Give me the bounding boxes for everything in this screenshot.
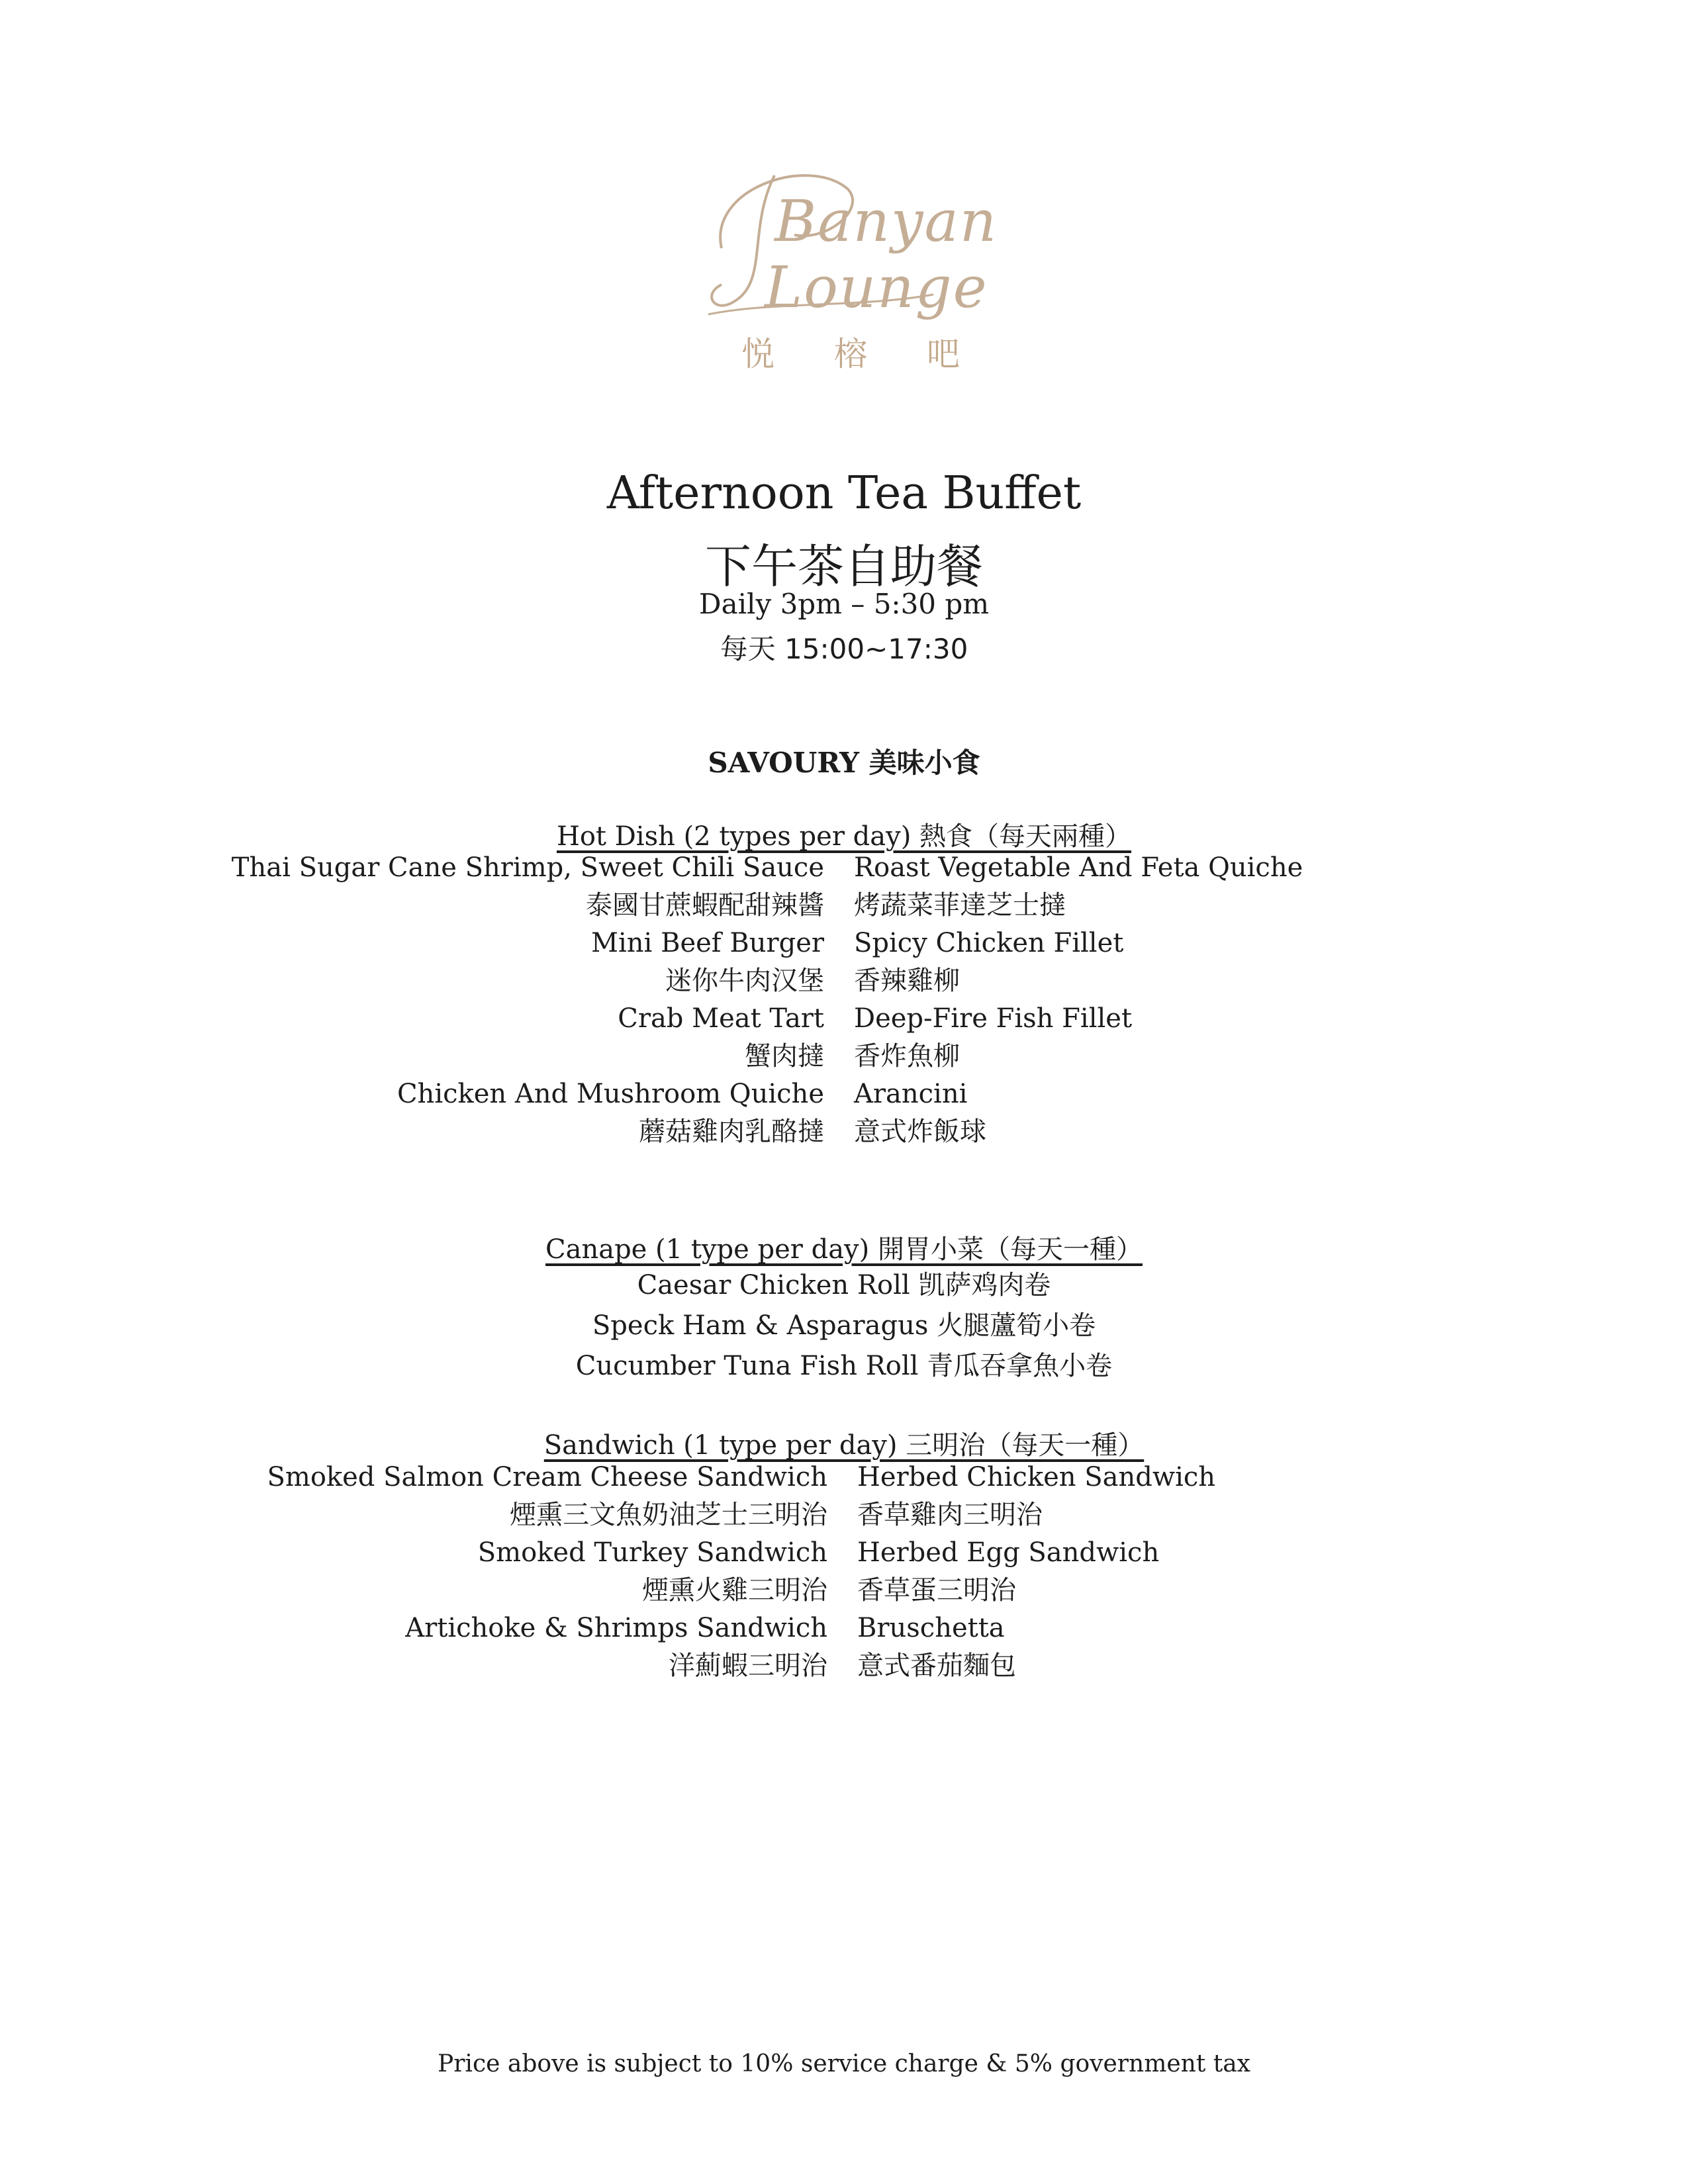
page-title-chinese: 下午茶自助餐	[705, 539, 983, 594]
logo-cn-char: 榕	[834, 335, 867, 373]
hot-dish-heading-text: Hot Dish (2 types per day) 熱食（每天兩種）	[556, 821, 1132, 852]
menu-item: Arancini	[854, 1079, 968, 1109]
menu-item: 香草雞肉三明治	[857, 1500, 1043, 1530]
menu-item: Bruschetta	[857, 1613, 1005, 1643]
menu-item: Thai Sugar Cane Shrimp, Sweet Chili Sauce	[231, 852, 824, 883]
menu-item: 洋薊蝦三明治	[669, 1651, 827, 1681]
page-title: Afternoon Tea Buffet	[606, 467, 1082, 520]
hot-dish-heading	[0, 815, 1688, 853]
menu-item: Speck Ham & Asparagus 火腿蘆筍小卷	[592, 1310, 1096, 1341]
banyan-lounge-logo	[695, 149, 998, 387]
section-label-chinese: 美味小食	[868, 747, 980, 779]
menu-item: Spicy Chicken Fillet	[854, 928, 1124, 958]
sandwich-heading-text: Sandwich (1 type per day) 三明治（每天一種）	[543, 1430, 1145, 1461]
menu-item: Smoked Salmon Cream Cheese Sandwich	[267, 1462, 827, 1492]
hot-dish-left-column	[232, 849, 824, 1151]
menu-item: Roast Vegetable And Feta Quiche	[854, 852, 1303, 883]
menu-item: 香草蛋三明治	[857, 1575, 1016, 1606]
menu-item: Deep-Fire Fish Fillet	[854, 1003, 1133, 1034]
menu-item: 迷你牛肉汉堡	[665, 966, 824, 996]
sandwich-right-column	[857, 1459, 1215, 1685]
logo-script-lounge: Lounge	[765, 255, 988, 321]
menu-item: Mini Beef Burger	[591, 928, 824, 958]
logo-chinese-name	[741, 328, 960, 375]
canape-heading	[0, 1228, 1688, 1266]
menu-item: Crab Meat Tart	[618, 1003, 824, 1034]
logo-cn-char: 悦	[741, 335, 774, 373]
section-label: SAVOURY	[708, 747, 859, 779]
menu-item: Herbed Chicken Sandwich	[857, 1462, 1216, 1492]
menu-item: 蘑菇雞肉乳酪撻	[639, 1116, 824, 1147]
menu-item: 泰國甘蔗蝦配甜辣醬	[586, 890, 824, 921]
menu-item: Smoked Turkey Sandwich	[477, 1537, 827, 1568]
canape-list	[0, 1265, 1688, 1387]
menu-item: 意式番茄麵包	[857, 1651, 1016, 1681]
hot-dish-right-column	[854, 849, 1303, 1151]
menu-item: 煙熏三文魚奶油芝士三明治	[510, 1500, 827, 1530]
menu-item: Herbed Egg Sandwich	[857, 1537, 1160, 1568]
menu-item: 意式炸飯球	[854, 1116, 986, 1147]
menu-item: 香辣雞柳	[854, 966, 960, 996]
service-hours-chinese: 每天 15:00~17:30	[720, 633, 968, 665]
canape-heading-text: Canape (1 type per day) 開胃小菜（每天一種）	[545, 1234, 1143, 1265]
menu-item: Caesar Chicken Roll 凯萨鸡肉卷	[637, 1270, 1051, 1300]
service-hours: Daily 3pm – 5:30 pm	[698, 588, 990, 620]
menu-item: Artichoke & Shrimps Sandwich	[405, 1613, 827, 1643]
sandwich-left-column	[267, 1459, 827, 1685]
menu-item: 煙熏火雞三明治	[642, 1575, 827, 1606]
menu-item: 香炸魚柳	[854, 1041, 960, 1071]
menu-item: 蟹肉撻	[745, 1041, 824, 1071]
menu-item: Cucumber Tuna Fish Roll 青瓜吞拿魚小卷	[575, 1351, 1113, 1381]
price-note: Price above is subject to 10% service charge & 5% government tax	[438, 2050, 1250, 2077]
logo-cn-char: 吧	[927, 335, 960, 373]
menu-item: Chicken And Mushroom Quiche	[397, 1079, 824, 1109]
sandwich-heading	[0, 1424, 1688, 1462]
section-heading-savoury	[0, 741, 1688, 781]
menu-item: 烤蔬菜菲達芝士撻	[854, 890, 1066, 921]
logo-script-banyan: Banyan	[774, 189, 998, 255]
